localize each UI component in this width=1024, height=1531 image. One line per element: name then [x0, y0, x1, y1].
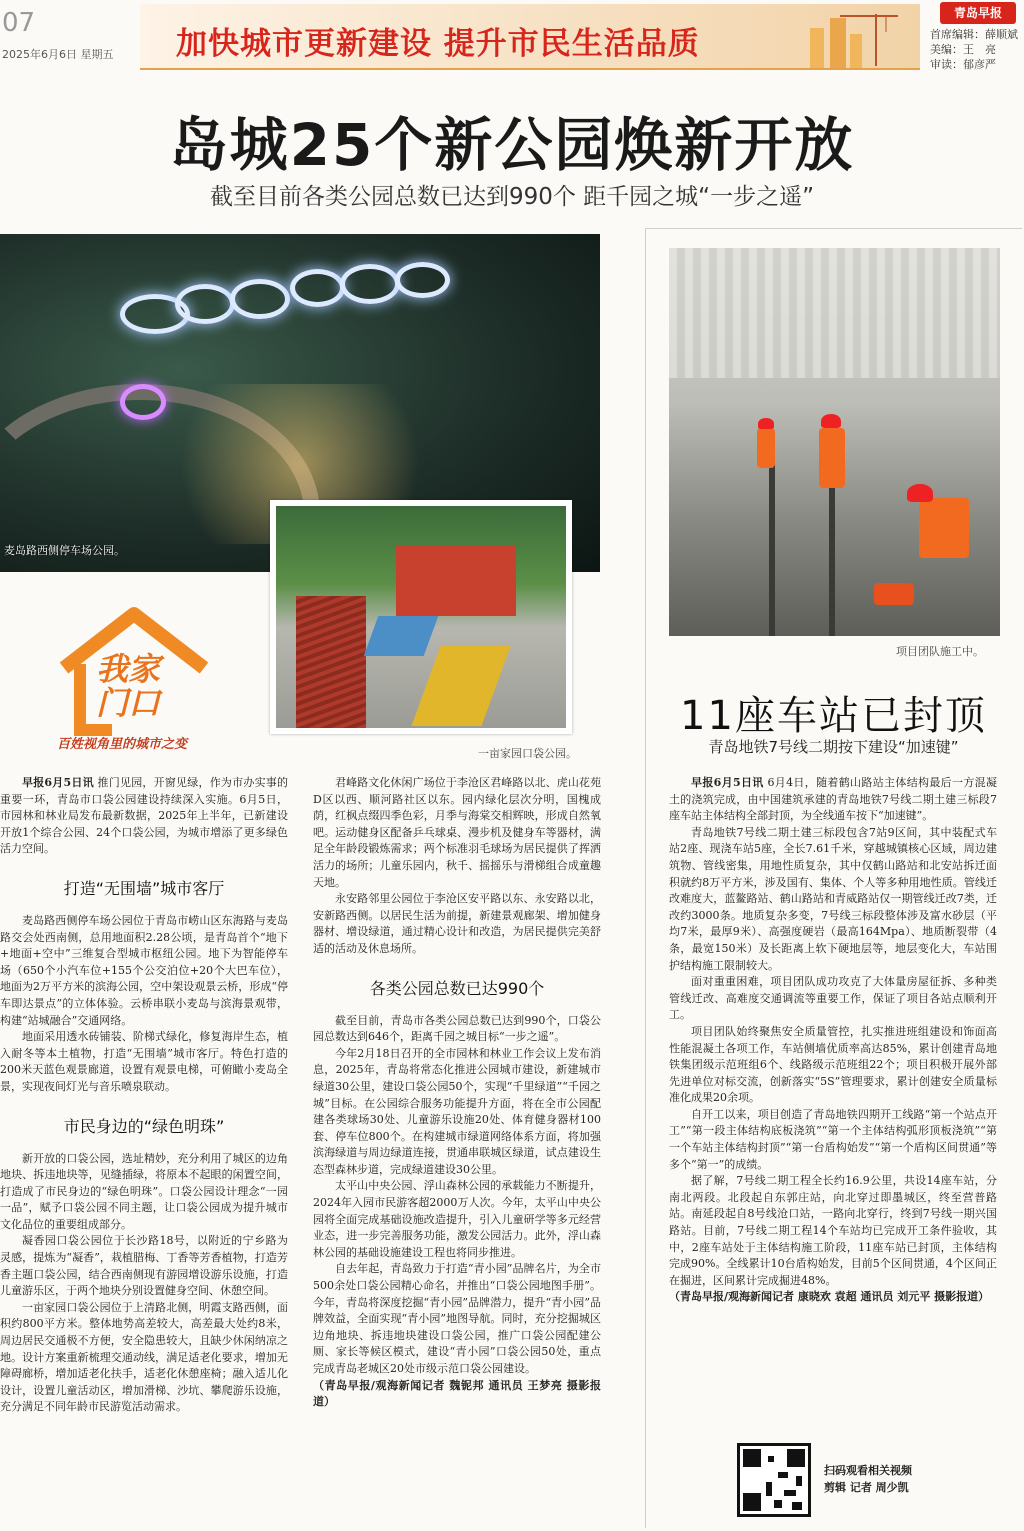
badge-title-line1: 我家	[96, 650, 161, 688]
paragraph: 截至目前，青岛市各类公园总数已达到990个，口袋公园总数达到646个，距离千园之城目标“一步之遥”。	[313, 1013, 601, 1044]
paragraph: 自开工以来，项目创造了青岛地铁四期开工线路“第一个站点开工”“第一段主体结构底板浇筑”“第一个主体结构弧形顶板浇筑”“第一个车站主体结构封顶”“第一台盾构始发”“第一个盾构区间贯通”等多个“第一”的成绩。	[669, 1107, 997, 1171]
paragraph: 自去年起，青岛致力于打造“青小园”品牌名片，为全市500余处口袋公园精心命名，并推出“口袋公园地图手册”。今年，青岛将深度挖掘“青小园”品牌潜力，提升“青小园”品牌效益，全面实现“青小园”地图导航。同时，充分挖掘城区边角地块、拆违地块建设口袋公园，推广口袋公园配建公厕、家长等候区模式，建设“青小园”口袋公园50处，重点完成青岛老城区20处市级示范口袋公园建设。	[313, 1262, 601, 1375]
skybridge-ring	[395, 262, 450, 298]
paragraph-text: 6月4日，随着鹤山路站主体结构最后一方混凝土的浇筑完成，由中国建筑承建的青岛地铁7号线二期土建三标段7座车站主体结构全部封顶，为全线通车按下“加速键”。	[669, 776, 997, 823]
blue-plaza	[364, 616, 439, 656]
qr-code[interactable]	[737, 1443, 811, 1517]
metro-headline: 11座车站已封顶	[680, 693, 987, 739]
issue-date: 2025年6月6日 星期五	[2, 48, 114, 61]
dateline: 早报6月5日讯	[22, 776, 94, 789]
paragraph: 一亩家园口袋公园位于上清路北侧，明霞支路西侧，面积约800平方米。整体地势高差较大，高差最大处约8米，周边居民交通极不方便，安全隐患较大，且缺少休闲纳凉之地。设计方案重新梳理交通动线，满足适老化要求，增加无障碍廊桥，增加适老化扶手，适老化休憩座椅；融入适儿化设计，设置儿童活动区，增加滑梯、沙坑、攀爬游乐设施，充分满足不同年龄市民游览活动需求。	[0, 1300, 288, 1414]
article-column-2	[313, 775, 601, 1411]
byline: （青岛早报/观海新闻记者 康晓欢 袁超 通讯员 刘元平 摄影报道）	[669, 1290, 990, 1304]
caption-park: 麦岛路西侧停车场公园。	[4, 544, 125, 557]
sub-headline: 截至目前各类公园总数已达到990个 距千园之城“一步之遥”	[209, 184, 815, 210]
paragraph: 凝香园口袋公园位于长沙路18号，以附近的宁乡路为灵感，提炼为“凝香”，栽植腊梅、丁香等芳香植物，打造芳香主题口袋公园，结合西南侧现有游园增设游乐设施，打造儿童游乐区，于两个地块分别设置健身空间、休憩空间。	[0, 1234, 288, 1298]
skybridge-ring	[175, 284, 235, 324]
paragraph	[0, 775, 288, 858]
byline: （青岛早报/观海新闻记者 魏铌邦 通讯员 王梦亮 摄影报道）	[313, 1378, 601, 1409]
page-number: 07	[2, 8, 36, 38]
paragraph: 面对重重困难，项目团队成功攻克了大体量房屋征拆、多种类管线迁改、高难度交通调流等重要工作，保证了项目各站点顺利开工。	[669, 975, 997, 1022]
crane-icon	[790, 8, 900, 68]
main-headline: 岛城25个新公园焕新开放	[169, 111, 855, 179]
paragraph: 项目团队始终聚焦安全质量管控，扎实推进班组建设和饰面高性能混凝土各项工作，车站侧墙优质率高达85%，累计创建青岛地铁集团级示范班组6个、线路级示范班组22个；项目积极开展外部先进单位对标交流，创新落实“5S”管理要求，累计创建安全质量标准化成果20余项。	[669, 1024, 997, 1105]
subheading: 打造“无围墙”城市客厅	[63, 878, 225, 898]
paragraph: 青岛地铁7号线二期土建三标段包含7站9区间，其中装配式车站2座、现浇车站5座，全长7.61千米，穿越城镇核心区域，周边建筑物、管线密集，用地性质复杂，其中仅鹤山路站和北安站拆迁面积就约8万平方米，涉及国有、集体、个人等多种用地性质。管线迁改难度大，蓝鳌路站、鹤山路站和青威路站仅一期管线迁改7类，迁改约3000条。地质复杂多变，7号线三标段整体涉及富水砂层（平均7米，最厚9米）、高强度硬岩（最高164Mpa）、地质断裂带（4条，最宽150米）及长距离上软下硬地层等，地层变化大，车站围护结构施工限制较大。	[669, 825, 997, 972]
skybridge-ring	[340, 264, 400, 304]
paragraph	[669, 775, 997, 825]
paragraph: 据了解，7号线二期工程全长约16.9公里，共设14座车站，分南北两段。北段起自东郭庄站，向北穿过即墨城区，终至营普路站。南延段起自8号线沧口站，一路向北穿行，终到7号线一期兴国路站。目前，7号线二期工程14个车站均已完成开工条件验收，其中，2座车站处于主体结构施工阶段，11座车站已封顶，主体结构完成90%。全线累计10台盾构始发，目前5个区间贯通，4个区间正在掘进，区间累计完成掘进48%。	[669, 1174, 997, 1287]
subheading: 各类公园总数已达990个	[369, 978, 545, 998]
yellow-plaza	[411, 646, 510, 726]
paragraph: 太平山中央公园、浮山森林公园的承载能力不断提升，2024年入园市民游客超2000万人次。今年，太平山中央公园将全面完成基础设施改造提升，引入儿童研学等多元经营业态，进一步完善服务功能，激发公园活力。此外，浮山森林公园的基础设施建设工程也将同步推进。	[313, 1179, 601, 1259]
stairway	[296, 596, 366, 734]
qr-caption	[824, 1462, 912, 1496]
skybridge-ring	[230, 279, 290, 319]
caption-pocket-park: 一亩家园口袋公园。	[478, 747, 577, 760]
page-header	[0, 0, 1024, 82]
subheading: 市民身边的“绿色明珠”	[63, 1116, 225, 1136]
credit-designer: 美编：王 亮	[930, 43, 996, 56]
credit-proofreader: 审读：郁彦严	[930, 58, 996, 71]
banner-slogan: 加快城市更新建设 提升市民生活品质	[176, 26, 700, 62]
article-column-metro	[669, 775, 997, 1306]
dateline: 早报6月5日讯	[691, 776, 764, 789]
editor-credits	[930, 27, 1018, 72]
pocket-park-photo	[270, 500, 572, 734]
newspaper-logo: 青岛早报	[940, 2, 1016, 24]
paragraph-text: 推门见园，开窗见绿，作为市办实事的重要一环，青岛市口袋公园建设持续深入实施。6月5日，市园林和林业局发布最新数据，2025年上半年，已新建设开放1个综合公园、24个口袋公园，为城市增添了更多绿色活力空间。	[0, 776, 289, 856]
paragraph: 麦岛路西侧停车场公园位于青岛市崂山区东海路与麦岛路交会处西南侧，总用地面积2.28公顷，是青岛首个“地下+地面+空中”三维复合型城市枢纽公园。地下为智能停车场（650个小汽车位+155个公交泊位+20个大巴车位），地面为2万平方米的滨海公园，空中架设观景云桥，形成“停车即达景点”的立体体验。云桥串联小麦岛与滨海景观带，构建“站城融合”交通网络。	[0, 913, 288, 1027]
paragraph: 今年2月18日召开的全市园林和林业工作会议上发布消息，2025年，青岛将常态化推进公园城市建设，新建城市绿道30公里，建设口袋公园50个，实现“千里绿道”“千园之城”目标。在公园综合服务功能提升方面，将在全市公园配建各类球场30处、儿童游乐设施20处、体育健身器材100套、停车位800个。在构建城市绿道网络体系方面，将加强滨海绿道与周边绿道连接，贯通串联城区绿道，试点建设生态型森林步道，完成绿道建设30公里。	[313, 1046, 601, 1176]
purple-light-ring	[120, 384, 166, 420]
article-column-1	[0, 775, 288, 1416]
column-badge-subtitle: 百姓视角里的城市之变	[57, 737, 188, 752]
badge-title-line2: 门口	[96, 684, 161, 722]
paragraph: 君峰路文化休闲广场位于李沧区君峰路以北、虎山花苑D区以西、顺河路社区以东。园内绿化层次分明，国槐成荫，红枫点缀四季色彩，月季与海棠交相辉映，形成自然氧吧。运动健身区配备乒乓球桌、漫步机及健身车等器材，满足全年龄段锻炼需求；两个标准羽毛球场为居民提供了挥洒活力的场所；儿童乐园内，秋千、摇摇乐与滑梯组合成童趣天地。	[313, 776, 601, 889]
metro-subheadline: 青岛地铁7号线二期按下建设“加速键”	[708, 738, 959, 756]
paragraph: 地面采用透水砖铺装、阶梯式绿化，修复海岸生态，植入耐冬等本土植物，打造“无围墙”城市客厅。特色打造的200米天蓝色观景廊道，设置有观景电梯，可俯瞰小麦岛全景，实现夜间灯光与音乐喷泉联动。	[0, 1030, 288, 1093]
qr-caption-line1: 扫码观看相关视频	[824, 1464, 912, 1477]
column-badge-title	[96, 652, 160, 720]
skybridge-ring	[290, 269, 345, 307]
credit-editor: 首席编辑：薛顺斌	[930, 28, 1018, 41]
qr-caption-line2: 剪辑 记者 周少凯	[824, 1481, 909, 1494]
paragraph: 永安路邻里公园位于李沧区安平路以东、永安路以北，安新路西侧。以居民生活为前提，新建景观廊架、增加健身器材、增设绿道，通过精心设计和改造，为居民提供完美舒适的活动及休息场所。	[313, 892, 601, 955]
red-building	[396, 546, 516, 616]
caption-metro: 项目团队施工中。	[896, 645, 984, 658]
paragraph: 新开放的口袋公园，选址精妙，充分利用了城区的边角地块、拆违地块等，见缝插绿，将原本不起眼的闲置空间，打造成了市民身边的“绿色明珠”。口袋公园设计理念“一园一品”，赋予口袋公园不同主题，让口袋公园成为提升城市文化品位的重要组成部分。	[0, 1151, 288, 1231]
section-banner	[140, 4, 920, 70]
